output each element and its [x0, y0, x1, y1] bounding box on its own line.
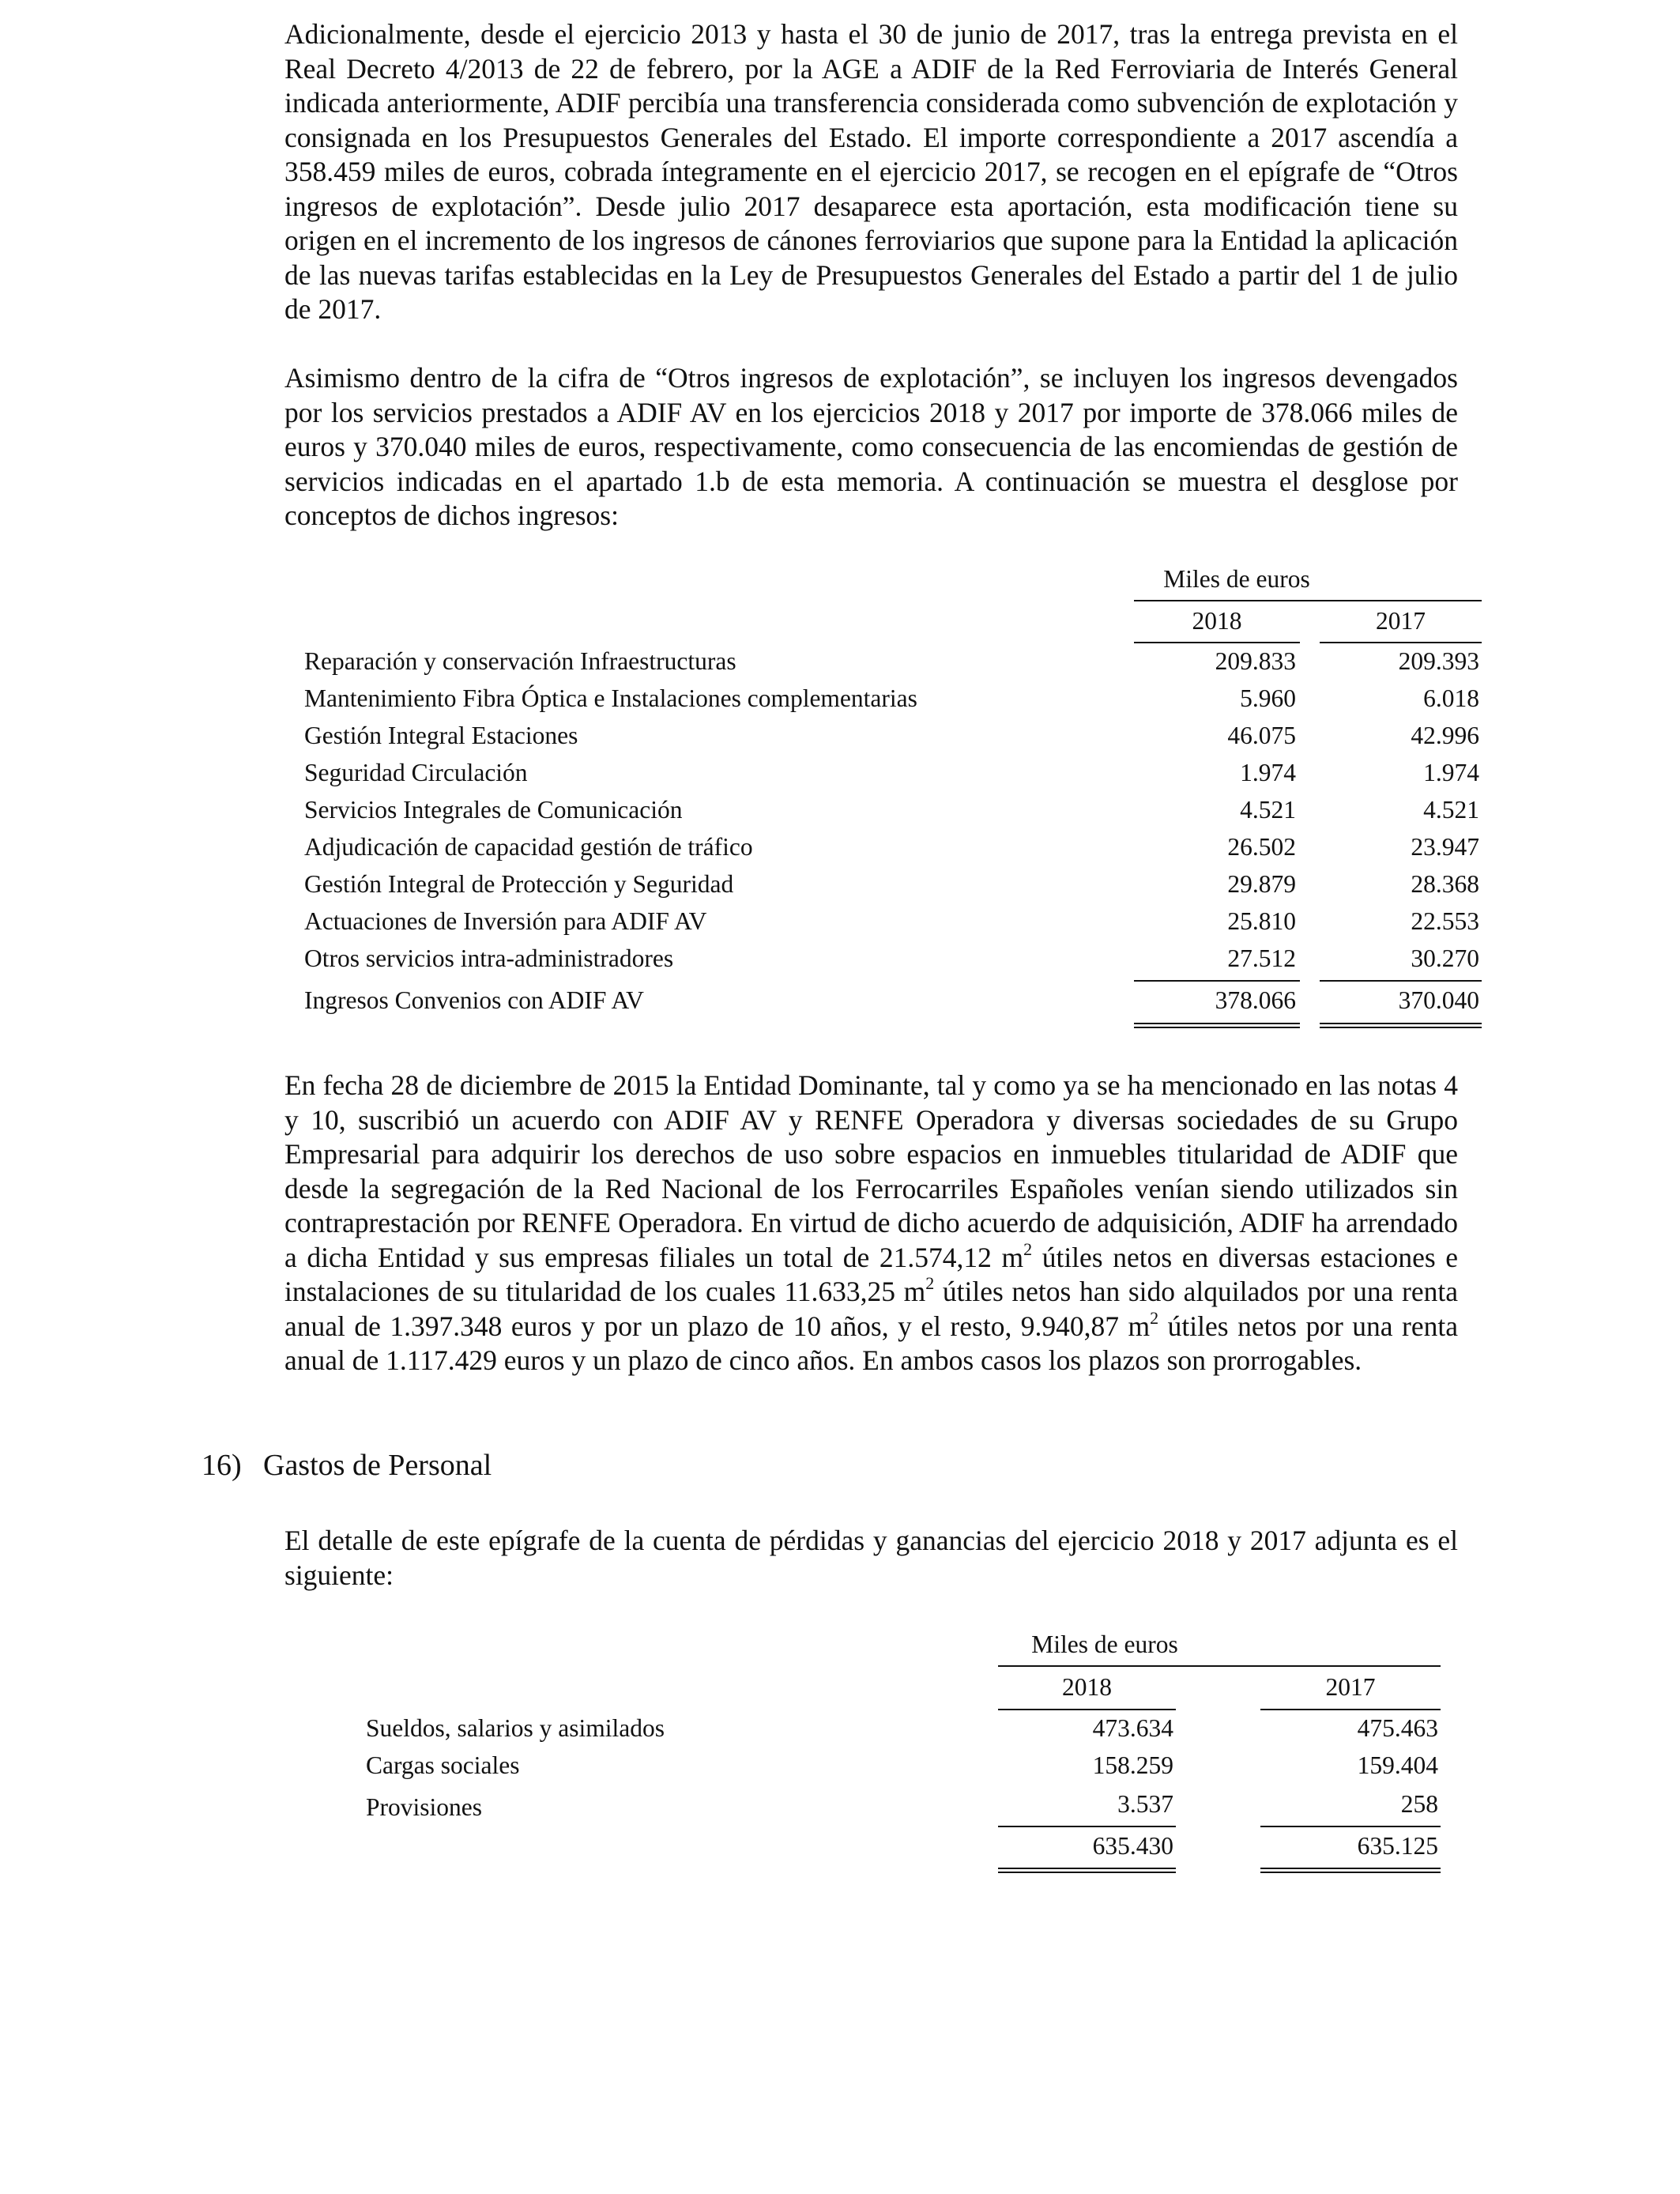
- row-label: Sueldos, salarios y asimilados: [366, 1714, 665, 1742]
- section-heading: [202, 1448, 492, 1483]
- value-2017: 475.463: [1357, 1714, 1438, 1742]
- column-header-2017: 2017: [1325, 1673, 1376, 1701]
- total-double-rule-2018: [1134, 1023, 1300, 1028]
- table-caption: Miles de euros: [1163, 565, 1310, 593]
- row-label: Seguridad Circulación: [304, 759, 528, 786]
- row-label: Gestión Integral de Protección y Seguridad: [304, 870, 734, 898]
- subtotal-rule-2017: [1260, 1826, 1441, 1827]
- total-2018: 635.430: [1092, 1832, 1173, 1860]
- text-segment: útiles netos por una renta anual de 1.117.429 euros y un plazo de cinco años. En ambos casos los plazos son prorrogables.: [284, 1310, 1459, 1376]
- table-row: [366, 1790, 1441, 1827]
- column-header-2018: 2018: [1062, 1673, 1112, 1701]
- text-segment: En fecha 28 de diciembre de 2015 la Entidad Dominante, tal y como ya se ha mencionado en las notas 4 y 10, suscribió un acuerdo con ADIF AV y RENFE Operadora y diversas sociedades de su Grupo Empresarial para adquirir los derechos de uso sobre espacios en inmuebles titularidad de ADIF que desde la segregación de la Red Nacional de los Ferrocarriles Españoles venían siendo utilizados sin contraprestación por RENFE Operadora. En virtud de dicho acuerdo de adquisición, ADIF ha arrendado a dicha Entidad y sus empresas filiales un total de 21.574,12 m: [284, 1069, 1458, 1273]
- superscript: 2: [925, 1273, 935, 1293]
- section-title: Gastos de Personal: [263, 1449, 492, 1482]
- superscript: 2: [1150, 1307, 1159, 1328]
- table-row: [304, 833, 1482, 870]
- superscript: 2: [1023, 1238, 1033, 1259]
- value-2017: 258: [1400, 1790, 1438, 1818]
- column-header-2018: 2018: [1192, 607, 1242, 635]
- table-row: [304, 796, 1482, 833]
- value-2017: 209.393: [1398, 647, 1479, 675]
- total-row: [366, 1832, 1441, 1869]
- paragraph-subvencion: Adicionalmente, desde el ejercicio 2013 y hasta el 30 de junio de 2017, tras la entrega prevista en el Real Decreto 4/2013 de 22 de febrero, por la AGE a ADIF de la Red Ferroviaria de Interés General indicada anteriormente, ADIF percibía una transferencia considerada como subvención de explotación y consignada en los Presupuestos Generales del Estado. El importe correspondiente a 2017 ascendía a 358.459 miles de euros, cobrada íntegramente en el ejercicio 2017, se recogen en el epígrafe de “Otros ingresos de explotación”. Desde julio 2017 desaparece esta aportación, esta modificación tiene su origen en el incremento de los ingresos de cánones ferroviarios que supone para la Entidad la aplicación de las nuevas tarifas establecidas en la Ley de Presupuestos Generales del Estado a partir del 1 de julio de 2017.: [284, 18, 1458, 325]
- row-label: Servicios Integrales de Comunicación: [304, 796, 683, 824]
- row-label: Provisiones: [366, 1793, 483, 1821]
- value-2017: 22.553: [1411, 907, 1479, 935]
- table-row: [366, 1751, 1441, 1789]
- value-2018: 27.512: [1227, 944, 1296, 972]
- header-rule-2018: [1134, 642, 1300, 643]
- table-caption: Miles de euros: [1031, 1630, 1178, 1658]
- table-row: [366, 1714, 1441, 1751]
- value-2017: 28.368: [1411, 870, 1479, 898]
- total-row: [304, 986, 1482, 1023]
- subtotal-rule-2018: [1134, 980, 1300, 982]
- value-2017: 23.947: [1411, 833, 1479, 861]
- value-2017: 159.404: [1357, 1751, 1438, 1779]
- value-2018: 46.075: [1227, 722, 1296, 749]
- row-label: Adjudicación de capacidad gestión de tráfico: [304, 833, 753, 861]
- ingresos-table: [304, 565, 1482, 1039]
- row-label: Otros servicios intra-administradores: [304, 944, 674, 972]
- table-row: [304, 759, 1482, 796]
- table-row: [304, 722, 1482, 759]
- paragraph-otros-ingresos: Asimismo dentro de la cifra de “Otros ingresos de explotación”, se incluyen los ingresos devengados por los servicios prestados a ADIF AV en los ejercicios 2018 y 2017 por importe de 378.066 miles de euros y 370.040 miles de euros, respectivamente, como consecuencia de las encomiendas de gestión de servicios indicadas en el apartado 1.b de esta memoria. A continuación se muestra el desglose por conceptos de dichos ingresos:: [284, 362, 1458, 531]
- gastos-personal-table: [366, 1630, 1441, 1891]
- value-2018: 1.974: [1240, 759, 1296, 786]
- total-double-rule-2017: [1260, 1868, 1441, 1873]
- paragraph-gastos-personal: El detalle de este epígrafe de la cuenta de pérdidas y ganancias del ejercicio 2018 y 2017 adjunta es el siguiente:: [284, 1525, 1458, 1591]
- table-row: [304, 647, 1482, 684]
- value-2018: 158.259: [1092, 1751, 1173, 1779]
- value-2017: 6.018: [1423, 684, 1479, 712]
- value-2018: 473.634: [1092, 1714, 1173, 1742]
- value-2017: 30.270: [1411, 944, 1479, 972]
- table-row: [304, 870, 1482, 907]
- value-2018: 29.879: [1227, 870, 1296, 898]
- value-2018: 5.960: [1240, 684, 1296, 712]
- column-header-2017: 2017: [1376, 607, 1426, 635]
- row-label: Cargas sociales: [366, 1751, 520, 1779]
- table-row: [304, 907, 1482, 944]
- value-2018: 3.537: [1117, 1790, 1173, 1818]
- subtotal-rule-2017: [1320, 980, 1482, 982]
- row-label: Actuaciones de Inversión para ADIF AV: [304, 907, 707, 935]
- row-label: Mantenimiento Fibra Óptica e Instalaciones complementarias: [304, 684, 917, 712]
- text-segment: útiles netos en diversas estaciones e instalaciones de su titularidad de los cuales 11.633,25 m: [284, 1241, 1458, 1307]
- value-2017: 4.521: [1423, 796, 1479, 824]
- header-rule-2017: [1320, 642, 1482, 643]
- row-label: Reparación y conservación Infraestructuras: [304, 647, 736, 675]
- value-2018: 25.810: [1227, 907, 1296, 935]
- row-label: Gestión Integral Estaciones: [304, 722, 578, 749]
- total-double-rule-2018: [998, 1868, 1176, 1873]
- total-label: Ingresos Convenios con ADIF AV: [304, 986, 644, 1014]
- caption-underline: [998, 1665, 1441, 1667]
- total-2018: 378.066: [1215, 986, 1296, 1014]
- total-2017: 370.040: [1398, 986, 1479, 1014]
- text-segment: útiles netos han sido alquilados por una renta anual de 1.397.348 euros y por un plazo de 10 años, y el resto, 9.940,87 m: [284, 1276, 1458, 1342]
- table-row: [304, 684, 1482, 722]
- caption-underline: [1134, 600, 1482, 601]
- value-2018: 209.833: [1215, 647, 1296, 675]
- value-2017: 42.996: [1411, 722, 1479, 749]
- header-rule-2017: [1260, 1709, 1441, 1710]
- header-rule-2018: [998, 1709, 1176, 1710]
- total-double-rule-2017: [1320, 1023, 1482, 1028]
- paragraph-arrendamientos: [284, 1069, 1458, 1378]
- value-2018: 4.521: [1240, 796, 1296, 824]
- value-2018: 26.502: [1227, 833, 1296, 861]
- table-row: [304, 944, 1482, 982]
- total-2017: 635.125: [1357, 1832, 1438, 1860]
- subtotal-rule-2018: [998, 1826, 1176, 1827]
- value-2017: 1.974: [1423, 759, 1479, 786]
- section-number: 16): [202, 1449, 242, 1482]
